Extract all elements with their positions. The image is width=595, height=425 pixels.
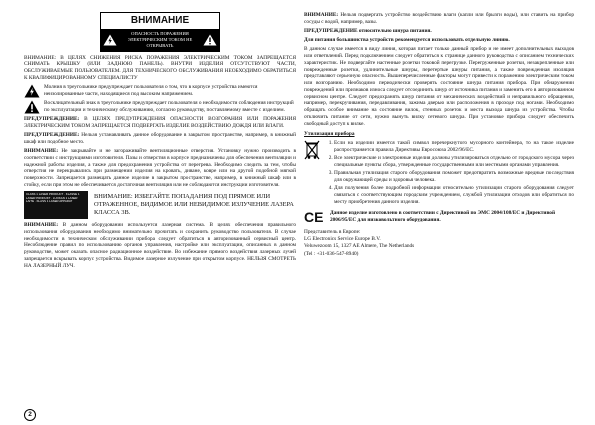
representative-address [304, 229, 574, 258]
left-column [24, 12, 296, 272]
rain-warning-text: В ЦЕЛЯХ ПРЕДУПРЕЖДЕНИЯ ОПАСНОСТИ ВОЗГОРАНИЯ ИЛИ ПОРАЖЕНИЯ ЭЛЕКТРИЧЕСКИМ ТОКОМ ЗАПРЕЩАЕТСЯ ПОДВЕРГАТЬ ИЗДЕЛИЕ ВОЗДЕЙСТВИЮ ДОЖДЯ ИЛИ ВЛАГИ. [24, 116, 297, 129]
list-item: 4. Для получения более подробной информации относительно утилизации старого оборудования следует связаться с соответствующим городским учреждением, службой утилизации отходов или обратиться по месту приобретения данного изделия. [334, 185, 574, 205]
lightning-warning-icon [103, 34, 117, 46]
exclamation-warning-icon [203, 34, 217, 46]
laser-warning [24, 191, 296, 219]
laser-class-label: CLASS 1 LASER PRODUCT · KLASSE 1 LASER PRODUKT · LUOKAN 1 LASER LAITE · KLASS 1 LASER APPARAT [24, 191, 88, 219]
enclosure-warning-text: Нельзя устанавливать данное оборудование в закрытом пространстве, например, в книжный шкаф или подобное место. [24, 132, 296, 145]
address-line: LG Electronics Service Europe B.V. [304, 236, 381, 243]
laser-warning-text [94, 193, 296, 217]
address-line: (Tel : +31-036-547-8940) [304, 250, 359, 257]
page-number: 2 [24, 409, 36, 421]
power-cord-subtitle: Для питания большинства устройств рекомендуется использовать отдельную линию. [304, 37, 510, 44]
laser-system-text: В данном оборудовании используется лазерная система. В целях обеспечения правильного использования оборудования необходимо внимательно прочитать и сохранить руководство пользователя. В случае необходимости в техническом обслуживании прибора следует обратиться в авторизованный сервисный центр. Несоблюдение правил по использованию органов управления, настройке или эксплуатации, описанных в данном руководстве, может оказать опасное радиационное воздействие. Во избежание прямого воздействия лазерных лучей запрещается вскрывать корпус устройства. Видимое лазерное излучение при открытом корпусе. НЕЛЬЗЯ СМОТРЕТЬ НА ЛАЗЕРНЫЙ ЛУЧ. [24, 221, 296, 269]
lightning-note [24, 84, 296, 98]
ce-mark-icon: CE [304, 209, 324, 226]
ce-declaration [304, 210, 574, 224]
ce-text-body: Данное изделие изготовлено в соответствии с Директивой по ЭМС 2004/108/EC и Директивой 2006/95/EC для низковольтного оборудования. [330, 210, 555, 223]
exclamation-note [24, 100, 296, 114]
exclamation-triangle-icon [24, 100, 40, 114]
moisture-warning [304, 12, 574, 26]
disposal-section [304, 140, 574, 207]
lightning-note-text: Молния в треугольнике предупреждает пользователя о том, что в корпусе устройства имеются неизолированные части, находящиеся под высоким напряжением. [44, 84, 258, 97]
moisture-warning-text: Нельзя подвергать устройство воздействию влаги (капли или брызги воды), или ставить на прибор сосуды с водой, например, вазы. [304, 12, 574, 25]
power-cord-head [304, 28, 574, 35]
exclamation-note-text: Восклицательный знак в треугольнике предупреждает пользователя о необходимости соблюдения инструкций по эксплуатации и техническому обслуживанию, согласно руководству, поставляемому вместе с изделием. [44, 100, 294, 113]
lightning-triangle-icon [24, 84, 40, 98]
crossed-bin-icon [304, 140, 320, 160]
list-item: 3. Правильная утилизация старого оборудования поможет предотвратить возможные вредные последствия для окружающей среды и здоровья человека. [334, 170, 574, 184]
ventilation-warning-head: ВНИМАНИЕ: [24, 148, 59, 154]
enclosure-warning [24, 132, 296, 146]
enclosure-warning-head: ПРЕДУПРЕЖДЕНИЕ: [24, 132, 80, 139]
laser-warning-body: ИЗБЕГАЙТЕ ПОПАДАНИЯ ПОД ПРЯМОЕ ИЛИ ОТРАЖЕННОЕ, ВИДИМОЕ ИЛИ НЕВИДИМОЕ ИЗЛУЧЕНИЕ ЛАЗЕРА КЛАССА 3B. [94, 192, 294, 216]
warning-inner-text: ОПАСНОСТЬ ПОРАЖЕНИЯ ЭЛЕКТРИЧЕСКИМ ТОКОМ НЕ ОТКРЫВАТЬ [127, 30, 193, 48]
power-cord-text: В данном случае имеется в виду линия, которая питает только данный прибор и не имеет дополнительных выходов или ответвлений. Перед подключением следует обратиться к странице данного руководства с описанием технических характеристик. Не подвергайте настенные розетки токовой перегрузке. Перегруженные розетки, незакрепленные или поврежденные розетки, удлинительные шнуры, перетертые шнуры питания, а также поврежденная изоляция представляют серьезную опасность. Вышеперечисленные факторы могут привести к поражению электрическим током или возгоранию. Необходимо периодически проверять состояние шнура питания прибора. При обнаружении повреждений или признаков износа следует отсоединить шнур от источника питания и заменить его в авторизованном сервисном центре. Следует предохранять шнур питания от механических воздействий и неправильного обращения, например, перекручивания, передавливания, зажима дверью или расположения в проходе под ногами. Необходимо обращать особое внимание на состояние вилок, стенных розеток и места выхода шнура из устройства. Чтобы отключить питание от сети, нужно вынуть вилку сетевого шнура. При установке прибора следует обеспечить свободный доступ к вилке. [304, 46, 574, 127]
laser-system-warning [24, 222, 296, 269]
address-line: Представитель в Европе: [304, 229, 361, 236]
laser-system-head: ВНИМАНИЕ: [24, 221, 59, 228]
right-column [304, 12, 574, 258]
power-cord-title: ПРЕДУПРЕЖДЕНИЕ относительно шнура питания. [304, 27, 432, 34]
disposal-list [324, 140, 574, 207]
rain-warning [24, 116, 296, 130]
moisture-warning-head: ВНИМАНИЕ: [304, 12, 339, 18]
warning-title: ВНИМАНИЕ [130, 15, 190, 26]
list-item: 1. Если на изделии имеется такой символ перечеркнутого мусорного контейнера, то на такое изделие распространяется правила Директивы Евросоюза 2002/96/EC. [334, 140, 574, 154]
disposal-title: Утилизация прибора [304, 131, 355, 138]
power-cord-bold [304, 37, 574, 44]
ce-text [330, 210, 574, 224]
electric-shock-warning: ВНИМАНИЕ: В ЦЕЛЯХ СНИЖЕНИЯ РИСКА ПОРАЖЕНИЯ ЭЛЕКТРИЧЕСКИМ ТОКОМ ЗАПРЕЩАЕТСЯ СНИМАТЬ КРЫШКУ (ИЛИ ЗАДНЮЮ ПАНЕЛЬ). ВНУТРИ ИЗДЕЛИЯ ОТСУТСТВУЮТ ЧАСТИ, ОБСЛУЖИВАЕМЫЕ ПОЛЬЗОВАТЕЛЕМ. ДЛЯ ТЕХНИЧЕСКОГО ОБСЛУЖИВАНИЯ НЕОБХОДИМО ОБРАТИТЬСЯ К КВАЛИФИЦИРОВАННОМУ СПЕЦИАЛИСТУ [24, 54, 296, 81]
laser-warning-head: ВНИМАНИЕ: [94, 192, 133, 200]
warning-inner [101, 29, 219, 51]
list-item: 2. Все электрические и электронные изделия должны утилизироваться отдельно от городского мусора через специальные пункты сбора, утвержденные государственными или местными органами управления. [334, 155, 574, 169]
ventilation-warning [24, 148, 296, 189]
rain-warning-head: ПРЕДУПРЕЖДЕНИЕ: [24, 116, 80, 123]
address-line: Veluwezoom 15, 1327 AE Almere, The Netherlands [304, 243, 415, 250]
warning-box [100, 12, 220, 52]
ventilation-warning-text: Не закрывайте и не загораживайте вентиляционные отверстия. Установку нужно производить в соответствии с инструкциями изготовителя. Пазы и отверстия в корпусе предназначены для обеспечения вентиляции и надежной работы изделия, а также для предохранения устройства от перегрева. Необходимо следить за тем, чтобы отверстия не перекрывались при размещении изделия на кровать, диване, ковре или на другой подобной мягкой поверхности. Запрещается размещать данное изделие в закрытом пространстве, например, в книжный шкаф или в стойку, если при этом не обеспечивается достаточная вентиляция или не соблюдаются инструкции изготовителя. [24, 148, 296, 188]
